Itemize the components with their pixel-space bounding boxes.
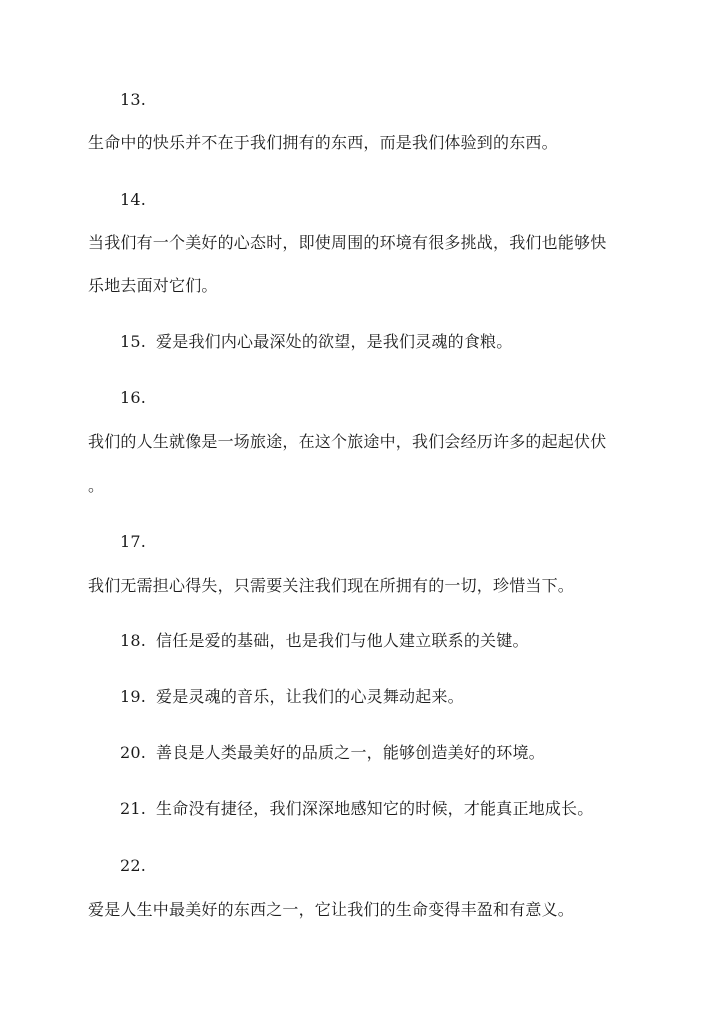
- paragraph-text: 爱是灵魂的音乐，让我们的心灵舞动起来。: [156, 687, 464, 706]
- paragraph-line: 我们的人生就像是一场旅途，在这个旅途中，我们会经历许多的起起伏伏: [88, 432, 607, 451]
- paragraph-line: 乐地去面对它们。: [88, 276, 218, 295]
- paragraph-line: 。: [88, 476, 105, 495]
- item-number: 20.: [120, 743, 147, 762]
- numbered-paragraph: [120, 743, 680, 763]
- paragraph-line: 生命中的快乐并不在于我们拥有的东西，而是我们体验到的东西。: [88, 133, 558, 152]
- paragraph-text: 善良是人类最美好的品质之一，能够创造美好的环境。: [156, 743, 545, 762]
- item-number: 16.: [120, 388, 147, 407]
- paragraph-line: 爱是人生中最美好的东西之一，它让我们的生命变得丰盈和有意义。: [88, 900, 575, 919]
- item-number: 18.: [120, 631, 147, 650]
- numbered-paragraph: [120, 631, 680, 651]
- paragraph-line: 当我们有一个美好的心态时，即使周围的环境有很多挑战，我们也能够快: [88, 233, 607, 252]
- paragraph-text: 信任是爱的基础，也是我们与他人建立联系的关键。: [156, 631, 529, 650]
- numbered-paragraph: [120, 799, 680, 819]
- item-number: 17.: [120, 532, 147, 551]
- item-number: 13.: [120, 90, 147, 109]
- numbered-paragraph: [120, 332, 680, 352]
- item-number: 14.: [120, 190, 147, 209]
- item-number: 22.: [120, 856, 147, 875]
- numbered-paragraph: [120, 687, 680, 707]
- paragraph-line: 我们无需担心得失，只需要关注我们现在所拥有的一切，珍惜当下。: [88, 576, 575, 595]
- item-number: 21.: [120, 799, 147, 818]
- item-number: 15.: [120, 332, 147, 351]
- paragraph-text: 生命没有捷径，我们深深地感知它的时候，才能真正地成长。: [156, 799, 594, 818]
- item-number: 19.: [120, 687, 147, 706]
- paragraph-text: 爱是我们内心最深处的欲望，是我们灵魂的食粮。: [156, 332, 513, 351]
